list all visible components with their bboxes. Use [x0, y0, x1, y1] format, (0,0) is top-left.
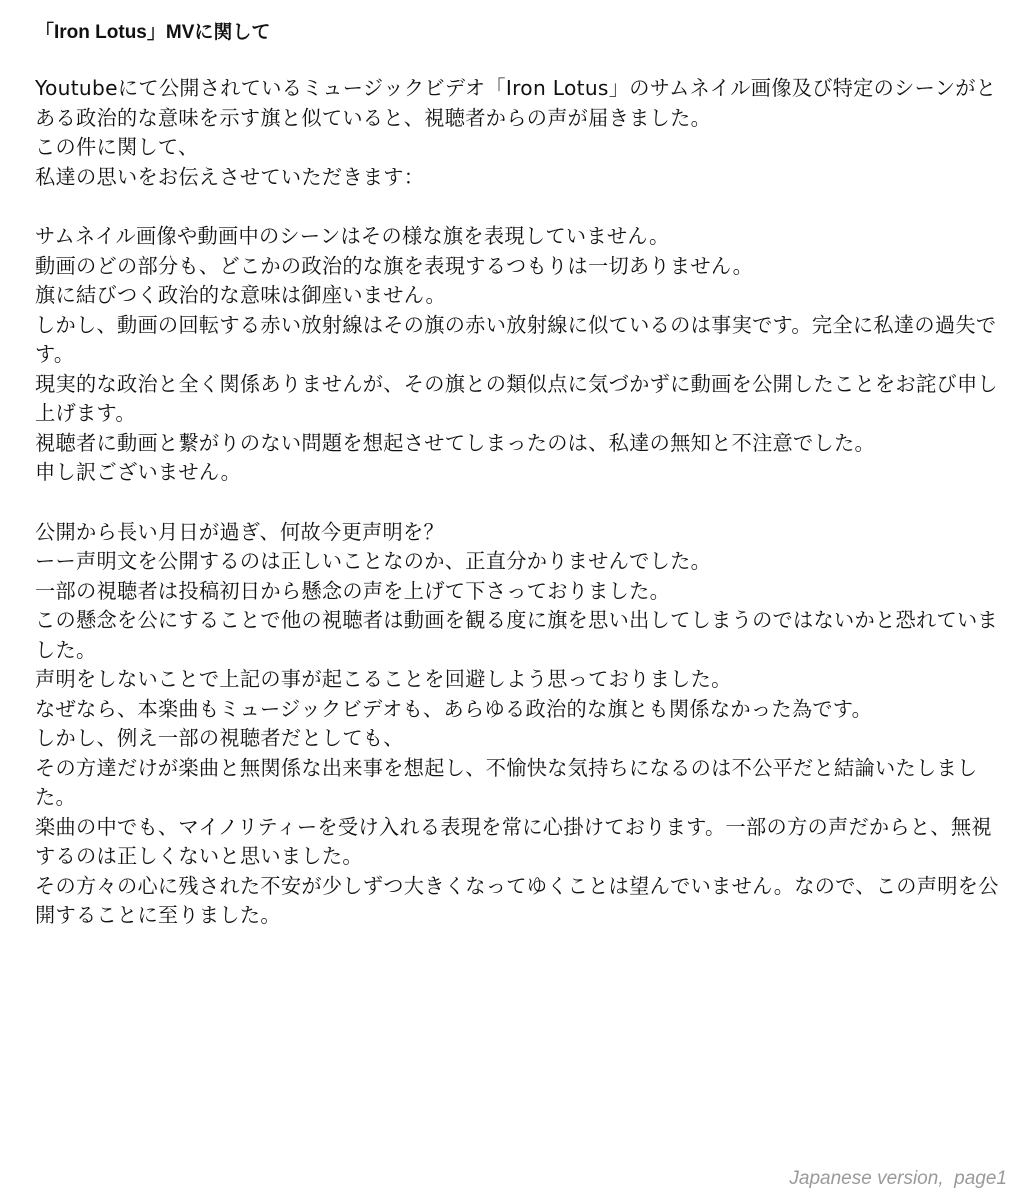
text-line: その方達だけが楽曲と無関係な出来事を想起し、不愉快な気持ちになるのは不公平だと結論いたしました。: [35, 755, 978, 809]
paragraph-reason: [35, 518, 1010, 931]
text-line: 旗に結びつく政治的な意味は御座いません。: [35, 283, 446, 307]
page-footer: Japanese version, page1: [789, 1168, 1007, 1189]
text-line: 動画のどの部分も、どこかの政治的な旗を表現するつもりは一切ありません。: [35, 253, 754, 278]
statement-document: [35, 18, 1010, 961]
text-line: この件に関して、: [35, 135, 199, 159]
text-line: この懸念を公にすることで他の視聴者は動画を観る度に旗を思い出してしまうのではないかと恐れていました。: [35, 608, 998, 662]
text-line: 現実的な政治と全く関係ありませんが、その旗との類似点に気づかずに動画を公開したことをお詫び申し上げます。: [35, 371, 998, 425]
text-line: ーー声明文を公開するのは正しいことなのか、正直分かりませんでした。: [35, 549, 712, 573]
text-line: その方々の心に残された不安が少しずつ大きくなってゆくことは望んでいません。なので、この声明を公開することに至りました。: [35, 873, 999, 927]
text-line: サムネイル画像や動画中のシーンはその様な旗を表現していません。: [35, 224, 670, 248]
text-line: 公開から長い月日が過ぎ、何故今更声明を？: [35, 519, 444, 544]
text-line: 声明をしないことで上記の事が起こることを回避しよう思っておりました。: [35, 667, 732, 691]
text-line: 楽曲の中でも、マイノリティーを受け入れる表現を常に心掛けております。一部の方の声だからと、無視するのは正しくないと思いました。: [35, 814, 992, 868]
text-line: しかし、例え一部の視聴者だとしても、: [35, 726, 404, 750]
text-line: 一部の視聴者は投稿初日から懸念の声を上げて下さっておりました。: [35, 578, 671, 603]
text-line: 申し訳ございません。: [35, 460, 242, 484]
text-line: 私達の思いをお伝えさせていただきます：: [35, 164, 425, 189]
paragraph-intro: [35, 74, 1010, 192]
text-line: しかし、動画の回転する赤い放射線はその旗の赤い放射線に似ているのは事実です。完全に私達の過失です。: [35, 312, 997, 366]
page-title: 「Iron Lotus」MVに関して: [35, 22, 271, 43]
text-line: Youtubeにて公開されているミュージックビデオ「Iron Lotus」のサムネイル画像及び特定のシーンがとある政治的な意味を示す旗と似ていると、視聴者からの声が届きました。: [35, 76, 997, 130]
paragraph-apology: [35, 222, 1010, 488]
text-line: なぜなら、本楽曲もミュージックビデオも、あらゆる政治的な旗とも関係なかった為です。: [35, 696, 873, 721]
text-line: 視聴者に動画と繋がりのない問題を想起させてしまったのは、私達の無知と不注意でした。: [35, 430, 875, 455]
